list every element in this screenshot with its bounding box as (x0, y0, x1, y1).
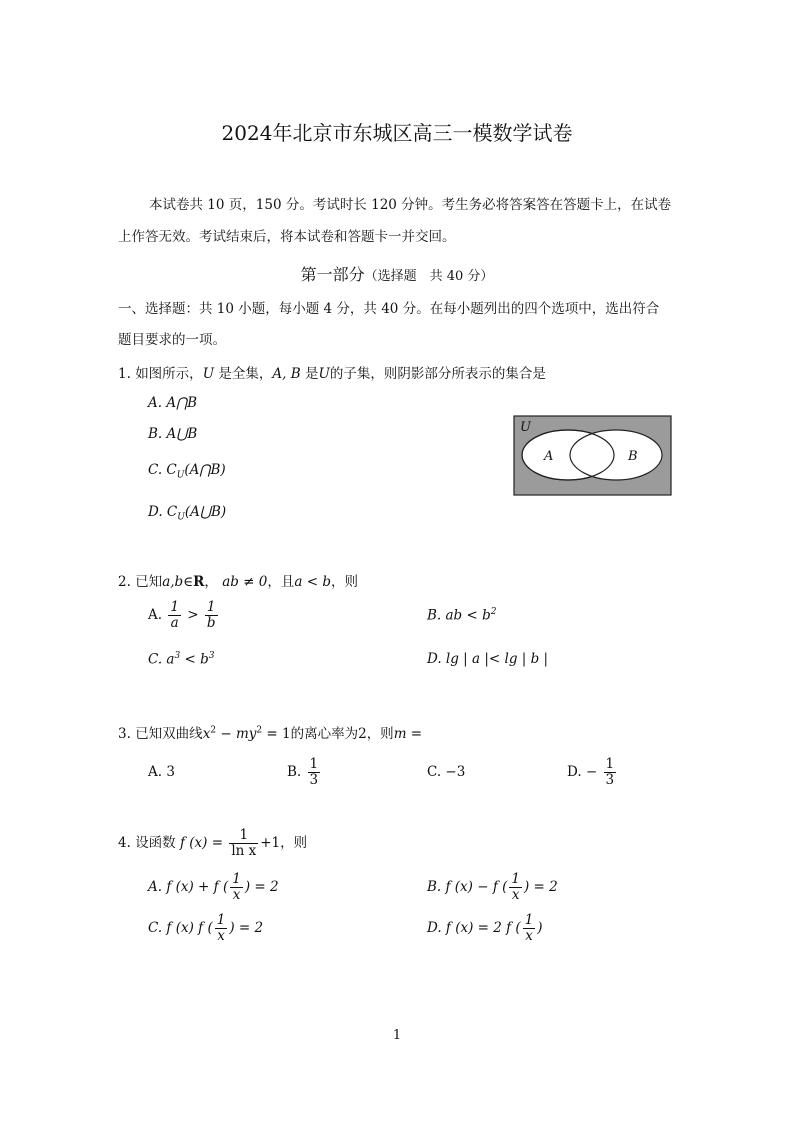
q3-text-g: ，则 (366, 726, 394, 742)
q3-var-x: x (202, 726, 211, 742)
q2-a-d1: a (170, 615, 179, 631)
q3-text-e: 的离心率为 (290, 726, 359, 742)
q3-var-m: m = (393, 726, 423, 742)
venn-label-a: A (544, 449, 554, 464)
q4-option-a (148, 872, 279, 903)
q1-option-c-post: (A⋂B) (184, 462, 226, 478)
q1-text-2: 是全集， (218, 366, 273, 382)
q1-option-d-pre: D. C (148, 504, 178, 520)
q2-set-r: R (193, 574, 205, 590)
q4-stem (118, 828, 307, 859)
page-title: 2024年北京市东城区高三一模数学试卷 (221, 121, 573, 145)
q4-a-num: 1 (232, 871, 241, 887)
q1-var-u-2: U (318, 366, 330, 382)
q2-option-a-frac-1 (168, 600, 181, 631)
q2-option-c-sup-2: 3 (208, 651, 215, 661)
q4-c-den: x (217, 928, 225, 944)
q2-option-b-sup: 2 (490, 607, 497, 617)
venn-diagram (513, 415, 672, 496)
q2-option-c-sup-1: 3 (174, 651, 181, 661)
q2-stem (118, 570, 358, 590)
q4-stem-frac (229, 828, 258, 859)
intro-line-2: 上作答无效。考试结束后，将本试卷和答题卡一并交回。 (118, 229, 456, 245)
q1-option-d (148, 504, 226, 523)
q4-option-d (427, 913, 543, 944)
q2-a-d2: b (206, 615, 216, 631)
q4-c-num: 1 (216, 912, 226, 928)
q2-in: ∈ (183, 574, 194, 590)
q2-option-a-frac-2 (205, 600, 218, 631)
q2-option-a-label: A. (148, 607, 163, 623)
q2-comma: ， (204, 574, 218, 590)
q4-option-b-post: ) = 2 (523, 879, 558, 895)
section-title: 第一部分 (300, 265, 365, 284)
q2-option-c (148, 651, 215, 668)
q4-option-d-frac (523, 913, 536, 944)
q4-stem-num: 1 (229, 828, 258, 844)
q3-option-a: A. 3 (148, 764, 175, 780)
q2-cond-1: ab ≠ 0 (222, 574, 268, 590)
q3-eq: = 1 (262, 726, 291, 742)
q3-option-b-frac (308, 757, 321, 788)
q4-b-num: 1 (511, 871, 520, 887)
q2-text-i: ，则 (330, 574, 358, 590)
q2-a-n1: 1 (170, 599, 179, 615)
intro-line-1: 本试卷共 10 页，150 分。考试时长 120 分钟。考生务必将答案答在答题卡上，在试卷 (149, 197, 672, 213)
q2-text-g: ，且 (267, 574, 295, 590)
q1-stem (118, 362, 546, 382)
q1-option-b: B. A⋃B (148, 426, 198, 442)
q1-text-1: 如图所示， (135, 366, 203, 382)
q2-option-c-mid: < b (180, 651, 209, 668)
q4-d-num: 1 (524, 912, 534, 928)
q3-b-den: 3 (309, 772, 319, 788)
q1-option-c-sub: U (176, 470, 185, 481)
q1-text-3: 是 (304, 366, 319, 382)
q4-option-b-pre: B. f (x) − f ( (427, 879, 508, 895)
q1-var-u: U (202, 366, 215, 382)
q4-b-den: x (511, 887, 520, 903)
q2-text-a: 已知 (135, 574, 163, 590)
q4-number: 4. (118, 835, 131, 851)
q3-option-d-label: D. − (567, 764, 598, 780)
venn-label-b: B (628, 449, 638, 464)
q2-option-a (148, 600, 220, 631)
q3-option-d-frac (604, 757, 617, 788)
q2-option-d: D. lg | a |< lg | b | (427, 651, 549, 667)
section-heading (0, 262, 794, 285)
part-instructions-line-2: 题目要求的一项。 (118, 332, 226, 348)
q4-option-b-frac (509, 872, 522, 903)
q3-b-num: 1 (309, 756, 319, 772)
q2-number: 2. (118, 574, 131, 590)
q2-cond-2: a < b (294, 574, 331, 590)
q3-d-den: 3 (605, 772, 615, 788)
section-note: （选择题 共 40 分） (364, 269, 494, 284)
q4-d-den: x (525, 928, 533, 944)
q2-option-b-text: B. ab < b (427, 607, 491, 624)
q3-option-b-label: B. (287, 764, 302, 780)
q4-plus-one: +1 (260, 835, 281, 851)
q1-var-ab: A, B (272, 366, 301, 382)
q4-option-a-frac (230, 872, 243, 903)
q2-option-b (427, 607, 496, 624)
q4-option-d-pre: D. f (x) = 2 f ( (427, 920, 521, 936)
q4-a-den: x (232, 887, 241, 903)
q1-option-d-sub: U (177, 512, 185, 523)
q2-option-a-op: > (187, 607, 199, 623)
q3-text-a: 已知双曲线 (135, 726, 203, 742)
q1-option-d-post: (A⋃B) (184, 504, 227, 520)
q1-option-c-pre: C. C (148, 462, 177, 478)
q2-var-ab: a,b (162, 574, 184, 590)
q4-option-c (148, 913, 263, 944)
q4-stem-den: ln x (231, 843, 257, 859)
q3-option-b (287, 757, 322, 788)
q3-stem (118, 722, 422, 742)
q3-value: 2 (358, 726, 367, 742)
q3-sup-1: 2 (210, 725, 217, 736)
q4-option-a-post: ) = 2 (244, 879, 279, 895)
part-instructions-line-1: 一、选择题：共 10 小题，每小题 4 分，共 40 分。在每小题列出的四个选项中，选出符合 (118, 301, 660, 317)
venn-label-u: U (520, 420, 531, 435)
page-number: 1 (392, 1028, 402, 1043)
q1-text-4: 的子集，则阴影部分所表示的集合是 (329, 366, 546, 382)
q3-option-d (567, 757, 618, 788)
q1-option-c (148, 462, 226, 481)
q2-option-c-text: C. a (148, 651, 175, 668)
q4-option-c-frac (215, 913, 228, 944)
q4-option-c-pre: C. f (x) f ( (148, 920, 213, 936)
venn-set-b (570, 430, 662, 480)
q4-text-a: 设函数 (135, 835, 176, 851)
q4-option-c-post: ) = 2 (229, 920, 264, 936)
q4-text-e: ，则 (280, 835, 308, 851)
q1-number: 1. (118, 366, 131, 382)
q3-option-c: C. −3 (427, 764, 466, 780)
q3-d-num: 1 (605, 756, 615, 772)
q3-sup-2: 2 (256, 725, 263, 736)
q4-fx: f (x) = (179, 835, 224, 851)
q3-var-my: − my (216, 726, 257, 742)
q1-option-a: A. A⋂B (148, 395, 198, 411)
q2-a-n2: 1 (205, 600, 218, 616)
q4-option-d-post: ) (537, 920, 543, 936)
q3-number: 3. (118, 726, 131, 742)
q4-option-a-pre: A. f (x) + f ( (148, 879, 229, 895)
q4-option-b (427, 872, 558, 903)
